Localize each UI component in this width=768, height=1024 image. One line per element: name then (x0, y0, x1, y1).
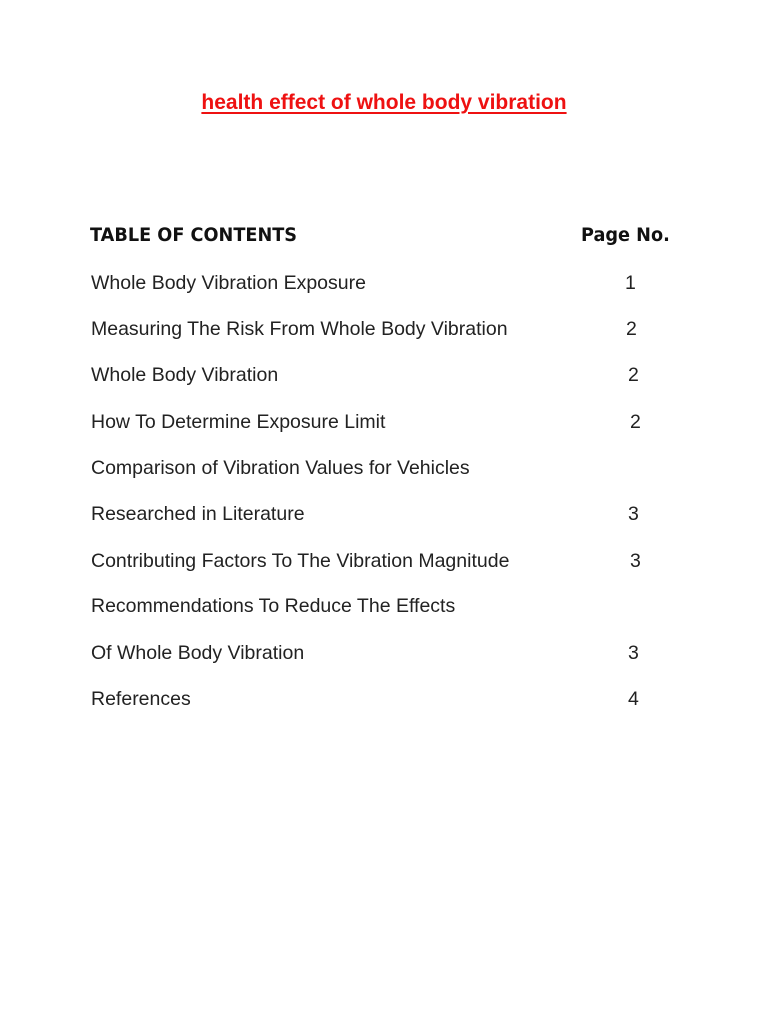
toc-entry-page: 2 (626, 318, 637, 340)
toc-entry-page: 3 (628, 503, 639, 525)
toc-entry-text: Researched in Literature (91, 503, 305, 525)
toc-entry-text: Whole Body Vibration (91, 364, 279, 386)
toc-entry-page: 1 (625, 272, 636, 294)
toc-entry-page: 2 (628, 364, 639, 386)
toc-entry-text: Of Whole Body Vibration (91, 642, 305, 664)
toc-entry-text: Comparison of Vibration Values for Vehicles (91, 457, 470, 479)
toc-heading: TABLE OF CONTENTS (90, 224, 298, 246)
toc-entry-text: Measuring The Risk From Whole Body Vibration (91, 318, 508, 340)
toc-entry-text: Contributing Factors To The Vibration Magnitude (91, 550, 510, 572)
toc-entry-page: 3 (628, 642, 639, 664)
toc-entry-page: 3 (630, 550, 641, 572)
toc-entry-page: 4 (628, 688, 639, 710)
toc-entry-text: Recommendations To Reduce The Effects (91, 595, 456, 617)
toc-entry-text: Whole Body Vibration Exposure (91, 272, 366, 294)
page-number-heading: Page No. (581, 224, 670, 246)
toc-entry-page: 2 (630, 411, 641, 433)
toc-entry-text: References (91, 688, 191, 710)
document-title: health effect of whole body vibration (201, 91, 567, 114)
toc-entry-text: How To Determine Exposure Limit (91, 411, 386, 433)
